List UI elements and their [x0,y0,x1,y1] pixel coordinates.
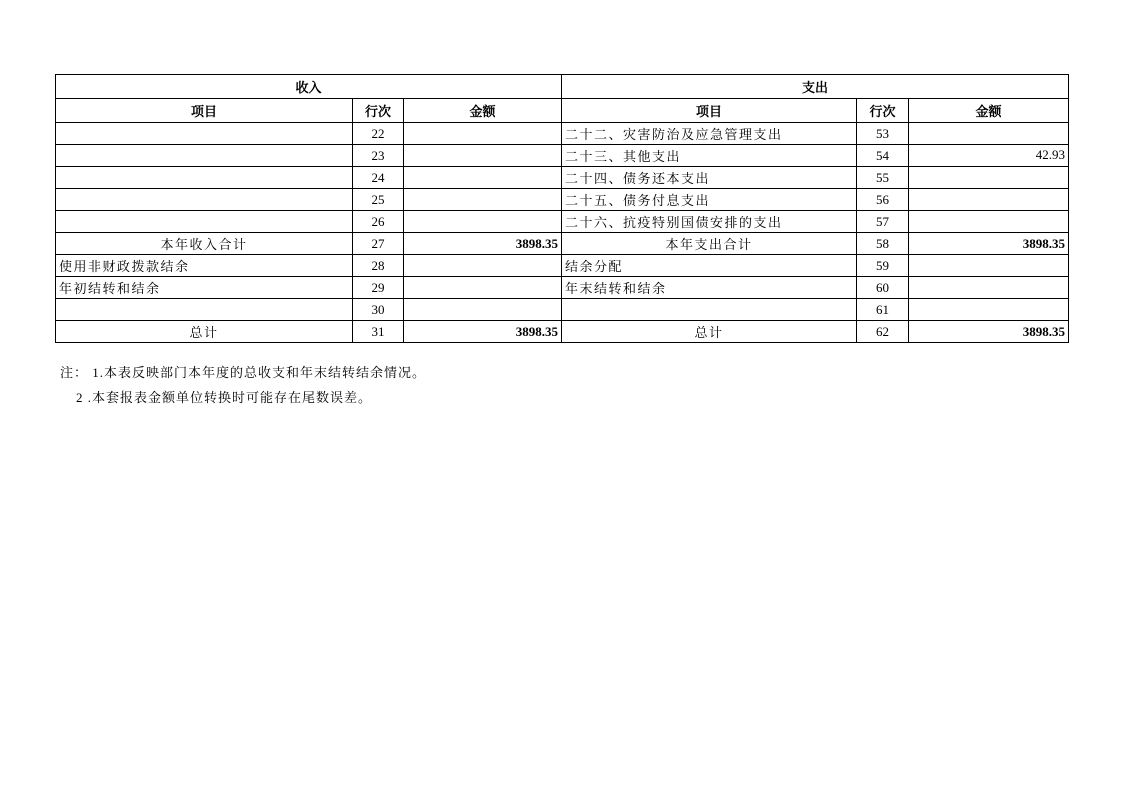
table-row [56,299,1069,321]
column-header-row [56,99,1069,123]
note-line-2: 2 .本套报表金额单位转换时可能存在尾数误差。 [76,390,373,405]
income-row-no: 26 [353,211,404,233]
income-row-no: 29 [353,277,404,299]
table-row [56,123,1069,145]
expense-total-label: 总计 [562,321,857,343]
income-item [56,123,353,145]
expense-row-no: 54 [857,145,909,167]
income-amount [404,211,562,233]
income-col-item: 项目 [56,99,353,123]
income-item [56,189,353,211]
total-row [56,321,1069,343]
expense-row-no: 59 [857,255,909,277]
expense-amount: 42.93 [909,145,1069,167]
income-item: 年初结转和结余 [56,277,353,299]
table-row [56,255,1069,277]
expense-row-no: 58 [857,233,909,255]
expense-section-header: 支出 [562,75,1069,99]
income-row-no: 22 [353,123,404,145]
income-row-no: 23 [353,145,404,167]
expense-col-item: 项目 [562,99,857,123]
income-item [56,167,353,189]
expense-row-no: 60 [857,277,909,299]
expense-item [562,299,857,321]
income-item [56,299,353,321]
expense-item: 二十六、抗疫特别国债安排的支出 [562,211,857,233]
notes [60,360,426,410]
expense-total-amount: 3898.35 [909,321,1069,343]
table-row [56,189,1069,211]
expense-amount [909,211,1069,233]
section-header-row [56,75,1069,99]
income-expense-table [55,74,1069,343]
subtotal-row [56,233,1069,255]
expense-amount [909,255,1069,277]
table-row [56,277,1069,299]
expense-row-no: 61 [857,299,909,321]
income-row-no: 30 [353,299,404,321]
income-subtotal-label: 本年收入合计 [56,233,353,255]
income-amount [404,277,562,299]
expense-col-amount: 金额 [909,99,1069,123]
expense-amount [909,277,1069,299]
income-amount [404,167,562,189]
income-col-row: 行次 [353,99,404,123]
expense-amount [909,167,1069,189]
table-row [56,167,1069,189]
expense-row-no: 57 [857,211,909,233]
expense-item: 二十四、债务还本支出 [562,167,857,189]
expense-col-row: 行次 [857,99,909,123]
income-expense-table-container [55,74,1069,343]
expense-item: 二十五、债务付息支出 [562,189,857,211]
income-row-no: 24 [353,167,404,189]
income-amount [404,299,562,321]
expense-subtotal-amount: 3898.35 [909,233,1069,255]
expense-item: 二十三、其他支出 [562,145,857,167]
income-amount [404,123,562,145]
income-item [56,211,353,233]
income-item [56,145,353,167]
expense-row-no: 53 [857,123,909,145]
income-total-label: 总计 [56,321,353,343]
income-amount [404,189,562,211]
expense-row-no: 62 [857,321,909,343]
expense-item: 结余分配 [562,255,857,277]
income-amount [404,255,562,277]
income-amount [404,145,562,167]
income-col-amount: 金额 [404,99,562,123]
expense-row-no: 56 [857,189,909,211]
expense-subtotal-label: 本年支出合计 [562,233,857,255]
table-row [56,145,1069,167]
expense-amount [909,299,1069,321]
expense-amount [909,123,1069,145]
income-row-no: 28 [353,255,404,277]
income-row-no: 31 [353,321,404,343]
income-total-amount: 3898.35 [404,321,562,343]
income-item: 使用非财政拨款结余 [56,255,353,277]
expense-item: 年末结转和结余 [562,277,857,299]
table-row [56,211,1069,233]
expense-row-no: 55 [857,167,909,189]
expense-item: 二十二、灾害防治及应急管理支出 [562,123,857,145]
income-subtotal-amount: 3898.35 [404,233,562,255]
income-row-no: 27 [353,233,404,255]
income-section-header: 收入 [56,75,562,99]
note-line-1: 注： 1.本表反映部门本年度的总收支和年末结转结余情况。 [60,365,427,380]
income-row-no: 25 [353,189,404,211]
expense-amount [909,189,1069,211]
